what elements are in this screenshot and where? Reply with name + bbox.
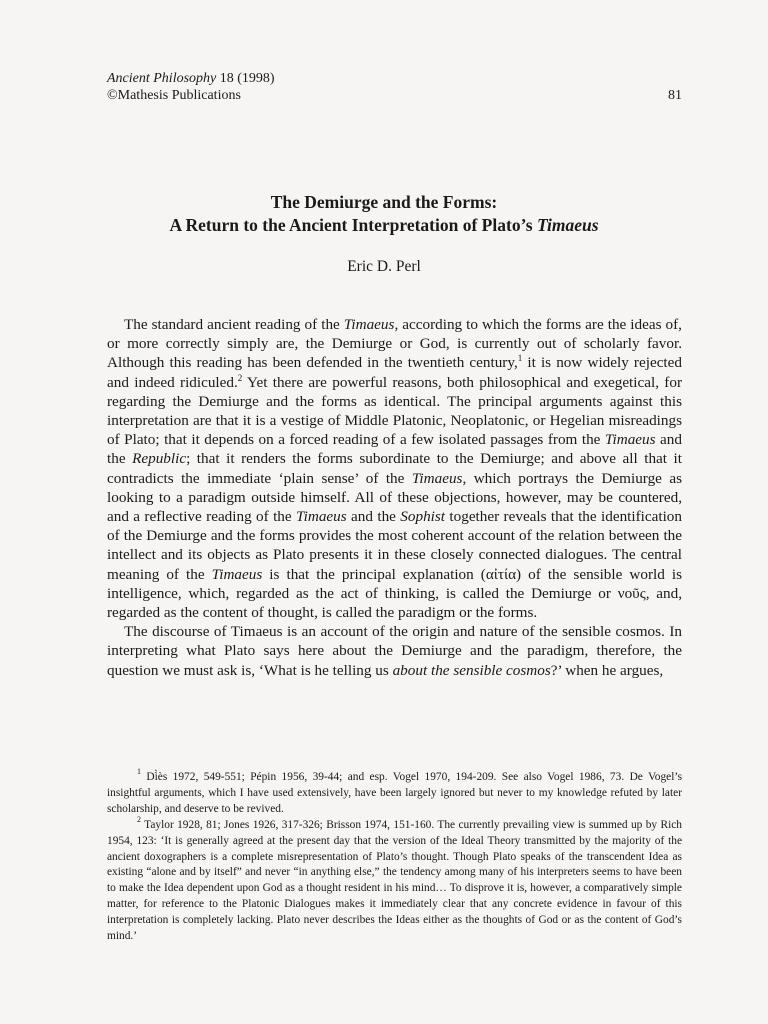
italic-text: Timaeus bbox=[343, 316, 395, 333]
body-text bbox=[107, 315, 682, 680]
text-run: Yet there are powerful reasons, both philosophical and exegetical, for regarding the Demiurge and the forms as identical. The principal arguments against this interpretation are that it is a vestige of Middle Platonic, Neoplatonic, or Hegelian misreadings of Plato; that it depends on a forced reading of a few isolated passages from the bbox=[107, 373, 683, 449]
footnote-ref: 2 bbox=[137, 814, 141, 824]
italic-text: Sophist bbox=[400, 508, 446, 526]
text-run: The standard ancient reading of the bbox=[124, 316, 344, 333]
text-run: ; that it renders the forms subordinate to the Demiurge; and above all that it contradicts the immediate ‘plain sense’ of the bbox=[107, 450, 682, 487]
footnote-ref: 1 bbox=[517, 353, 523, 364]
text-run: and the bbox=[346, 508, 401, 526]
text-run: Taylor 1928, 81; Jones 1926, 317-326; Brisson 1974, 151-160. The currently prevailing view is summed up by Rich 1954, 123: ‘It is generally agreed at the present day that the version of the Ideal Theory transmitted by the majority of the ancient doxographers is a complete misrepresentation of Plato’s thought. Though Plato speaks of the transcendent Idea as existing “alone and by itself” and never “in anything else,” the tendency among many of his interpreters seems to have been to make the Idea dependent upon God as a thought resident in his mind… To disprove it is, however, a comparatively simple matter, for reference to the Platonic Dialogues makes it immediately clear that any concrete evidence in favour of this interpretation is completely lacking. Plato never describes the Ideas either as the thoughts of God or as the content of God’s mind.’ bbox=[107, 818, 682, 943]
article-title-line-2 bbox=[0, 214, 768, 237]
text-run: is that the principal explanation (αἰτία) of the sensible world is intelligence, which, regarded as the act of thinking, is called the Demiurge or νοῦς, and, regarded as the content of thought, is called the paradigm or the forms. bbox=[107, 565, 682, 622]
italic-text: Timaeus bbox=[411, 469, 463, 487]
footnote-1 bbox=[107, 767, 682, 818]
journal-citation bbox=[107, 70, 682, 87]
text-run: and the bbox=[107, 431, 682, 468]
italic-text: Timaeus bbox=[296, 508, 347, 526]
text-run: Dì̀ès 1972, 549-551; Pépin 1956, 39-44; and esp. Vogel 1970, 194-209. See also Vogel 1986, 73. De Vogel’s insightful arguments, which I have used extensively, have been largely ignored but never to my knowledge refuted by later scholarship, and deserve to be revived. bbox=[107, 771, 682, 815]
paragraph bbox=[107, 622, 682, 680]
volume-year: 18 (1998) bbox=[216, 71, 275, 86]
article-title-line-1: The Demiurge and the Forms: bbox=[270, 192, 498, 212]
title-italic: Timaeus bbox=[536, 215, 599, 235]
footnote-2 bbox=[107, 814, 682, 945]
running-header bbox=[107, 70, 682, 104]
italic-text: Republic bbox=[132, 450, 187, 468]
text-run: The discourse of Timaeus is an account of the origin and nature of the sensible cosmos. In interpreting what Plato says here about the Demiurge and the paradigm, therefore, the question we must ask is, ‘What is he telling us bbox=[107, 623, 682, 679]
author-name: Eric D. Perl bbox=[347, 258, 421, 275]
journal-name: Ancient Philosophy bbox=[107, 71, 217, 86]
page-number: 81 bbox=[668, 88, 682, 103]
text-run: together reveals that the identification of the Demiurge and the forms provides the most coherent account of the relation between the intellect and its objects as Plato presents it in these closely connected dialogues. The central meaning of the bbox=[107, 508, 682, 583]
italic-text: about the sensible cosmos bbox=[392, 661, 551, 679]
text-run: , which portrays the Demiurge as looking to a paradigm outside himself. All of these objections, however, may be countered, and a reflective reading of the bbox=[107, 469, 683, 526]
italic-text: Timaeus bbox=[211, 565, 263, 583]
text-run: , according to which the forms are the ideas of, or more correctly simply are, the Demiurge or God, is currently out of scholarly favor. Although this reading has been defended in the twentieth century, bbox=[107, 316, 682, 372]
footnote-ref: 2 bbox=[237, 372, 243, 383]
text-run: it is now widely rejected and indeed ridiculed. bbox=[107, 354, 682, 391]
publisher: ©Mathesis Publications bbox=[107, 88, 241, 103]
italic-text: Timaeus bbox=[604, 431, 656, 449]
footnotes bbox=[107, 767, 682, 945]
footnote-ref: 1 bbox=[137, 767, 141, 776]
title-text: A Return to the Ancient Interpretation of Plato’s bbox=[169, 215, 537, 235]
text-run: ?’ when he argues, bbox=[550, 661, 664, 679]
paragraph bbox=[107, 315, 682, 622]
